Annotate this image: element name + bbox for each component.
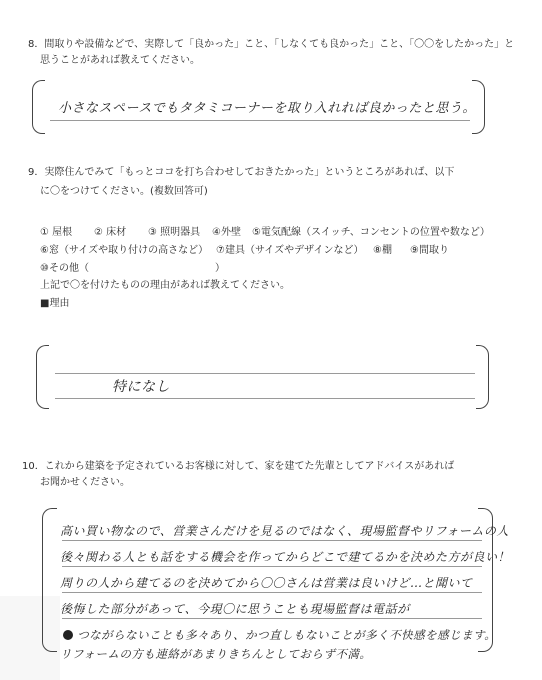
q10-rule-3 bbox=[62, 592, 482, 593]
option-fittings: ⑦建具（サイズやデザインなど） bbox=[216, 245, 364, 256]
q9-answer: 特になし bbox=[112, 379, 170, 395]
q8-question-line2: 思うことがあれば教えてください。 bbox=[40, 55, 200, 66]
q8-question-line1: 8．間取りや設備などで、実際して「良かった」こと、「しなくても良かった」こと、「〇〇をしたかった」と bbox=[28, 39, 515, 50]
q10-question-line2: お聞かせください。 bbox=[40, 477, 130, 488]
q10-answer-line-6: リフォームの方も連絡があまりきちんとしておらず不満。 bbox=[60, 647, 372, 661]
q9-bracket-left bbox=[36, 345, 49, 409]
option-roof: ① 屋根 bbox=[40, 227, 73, 238]
ink-blot-icon bbox=[63, 630, 73, 640]
option-other: ⑩その他（ bbox=[40, 263, 89, 274]
q10-rule-2 bbox=[62, 566, 482, 567]
option-floor-plan: ⑨間取り bbox=[410, 245, 449, 256]
q9-bracket-right bbox=[476, 345, 489, 409]
q9-answer-rule-1 bbox=[55, 373, 475, 374]
q10-answer-line-1: 高い買い物なので、営業さんだけを見るのではなく、現場監督やリフォームの人 bbox=[60, 524, 509, 538]
q10-answer-line-3: 周りの人から建てるのを決めてから〇〇さんは営業は良いけど…と聞いて bbox=[60, 576, 473, 590]
q10-answer-line-5: つながらないことも多々あり、かつ直しもないことが多く不快感を感じます。 bbox=[77, 628, 497, 642]
q9-answer-rule-2 bbox=[55, 398, 475, 399]
option-windows: ⑥窓（サイズや取り付けの高さなど） bbox=[40, 245, 209, 256]
q10-answer-line-2: 後々関わる人とも話をする機会を作ってからどこで建てるかを決めた方が良い！ bbox=[60, 550, 511, 564]
option-exterior-wall: ④外壁 bbox=[212, 227, 241, 238]
q10-bracket-left bbox=[42, 508, 57, 652]
q9-question-line2: に〇をつけてください。(複数回答可) bbox=[40, 186, 208, 197]
q10-question-line1: 10．これから建築を予定されているお客様に対して、家を建てた先輩としてアドバイスがあれば bbox=[22, 461, 455, 472]
q8-answer-rule bbox=[50, 120, 470, 121]
q8-bracket-left bbox=[32, 80, 45, 134]
q8-answer: 小さなスペースでもタタミコーナーを取り入れれば良かったと思う。 bbox=[58, 101, 476, 116]
q10-line-5-wrap bbox=[62, 627, 496, 643]
q9-reason-label: ■理由 bbox=[40, 298, 70, 309]
option-lighting: ③ 照明器具 bbox=[148, 227, 201, 238]
q10-rule-1 bbox=[62, 540, 482, 541]
option-wiring: ⑤電気配線（スイッチ、コンセントの位置や数など） bbox=[252, 227, 490, 238]
q10-rule-4 bbox=[62, 618, 482, 619]
option-shelves: ⑧棚 bbox=[373, 245, 392, 256]
option-other-close: ） bbox=[215, 263, 225, 274]
q10-answer-line-4: 後悔した部分があって、今現〇に思うことも現場監督は電話が bbox=[60, 602, 410, 616]
q9-reason-prompt: 上記で〇を付けたものの理由があれば教えてください。 bbox=[40, 280, 290, 291]
q9-question-line1: 9．実際住んでみて「もっとココを打ち合わせしておきたかった」というところがあれば、以下 bbox=[28, 167, 455, 178]
option-flooring: ② 床材 bbox=[94, 227, 127, 238]
